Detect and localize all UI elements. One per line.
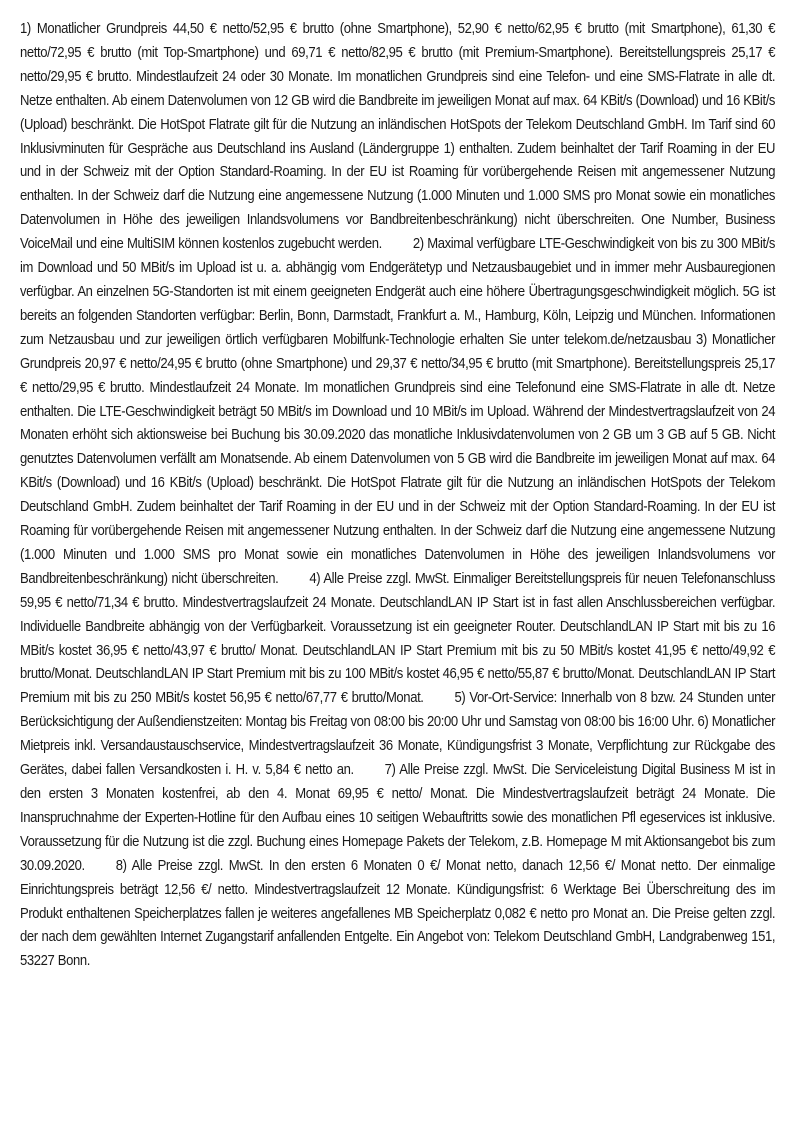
footnote-5: 5) Vor-Ort-Service: Innerhalb von 8 bzw. 24 Stunden unter Berücksichtigung der Außendienstzeiten: Montag bis Freitag von 08:00 bis 20:00 Uhr und Samstag von 08:00 bis 16:00 Uhr. xyxy=(20,689,776,731)
footnote-3: 3) Monatlicher Grundpreis 20,97 € netto/24,95 € brutto (ohne Smartphone) und 29,37 € netto/34,95 € brutto (mit Smartphone). Bereitstellungspreis 25,17 € netto/29,95 € brutto. Mindestlaufzeit 24 Monate. Im monatlichen Grundpreis sind eine Telefonund eine SMS-Flatrate in alle dt. Netze enthalten. Die LTE-Geschwindigkeit beträgt 50 MBit/s im Download und 10 MBit/s im Upload. Während der Mindestvertragslaufzeit von 24 Monaten erhöht sich aktionsweise bei Buchung bis 30.09.2020 das monatliche Inklusivdatenvolumen von 2 GB um 3 GB auf 5 GB. Nicht genutztes Datenvolumen verfällt am Monatsende. Ab einem Datenvolumen von 5 GB wird die Bandbreite im jeweiligen Monat auf max. 64 KBit/s (Download) und 16 KBit/s (Upload) beschränkt. Die HotSpot Flatrate gilt für die Nutzung an inländischen HotSpots der Telekom Deutschland GmbH. Zudem beinhaltet der Tarif Roaming in der EU und in der Schweiz mit der Option Standard-Roaming. In der EU ist Roaming für vorübergehende Reisen mit angemessener Nutzung enthalten. In der Schweiz darf die Nutzung eine angemessene Nutzung (1.000 Minuten und 1.000 SMS pro Monat sowie ein monatliches Datenvolumen in Höhe des jeweiligen Inlandsvolumens vor Bandbreitenbeschränkung) nicht überschreiten. xyxy=(20,330,776,587)
footnote-text-block xyxy=(20,17,775,973)
footnote-7: 7) Alle Preise zzgl. MwSt. Die Serviceleistung Digital Business M ist in den ersten 3 Monaten kostenfrei, ab den 4. Monat 69,95 € netto/ Monat. Die Mindestvertragslaufzeit beträgt 24 Monate. Die Inanspruchnahme der Experten-Hotline für den Aufbau eines 10 seitigen Webauftritts sowie des monatlichen Pfl egeservices ist inklusive. Voraussetzung für die Nutzung ist die zzgl. Buchung eines Homepage Pakets der Telekom, z.B. Homepage M mit Aktionsangebot bis zum 30.09.2020. xyxy=(20,761,776,874)
footnote-2: 2) Maximal verfügbare LTE-Geschwindigkeit von bis zu 300 MBit/s im Download und 50 MBit/s im Upload ist u. a. abhängig vom Endgerätetyp und Netzausbaugebiet und in immer mehr Ausbauregionen verfügbar. An einzelnen 5G-Standorten ist mit einem geeigneten Endgerät auch eine höhere Übertragungsgeschwindigkeit möglich. 5G ist bereits an folgenden Standorten verfügbar: Berlin, Bonn, Darmstadt, Frankfurt a. M., Hamburg, Köln, Leipzig und München. Informationen zum Netzausbau und zur jeweiligen örtlich verfügbaren Mobilfunk-Technologie erhalten Sie unter telekom.de/netzausbau xyxy=(20,235,776,348)
footnote-6: 6) Monatlicher Mietpreis inkl. Versandaustauschservice, Mindestvertragslaufzeit 36 Monate, Kündigungsfrist 3 Monate, Verpflichtung zur Rückgabe des Gerätes, dabei fallen Versandkosten i. H. v. 5,84 € netto an. xyxy=(20,713,776,779)
footnote-1: 1) Monatlicher Grundpreis 44,50 € netto/52,95 € brutto (ohne Smartphone), 52,90 € netto/62,95 € brutto (mit Smartphone), 61,30 € netto/72,95 € brutto (mit Top-Smartphone) und 69,71 € netto/82,95 € brutto (mit Premium-Smartphone). Bereitstellungspreis 25,17 € netto/29,95 € brutto. Mindestlaufzeit 24 oder 30 Monate. Im monatlichen Grundpreis sind eine Telefon- und eine SMS-Flatrate in alle dt. Netze enthalten. Ab einem Datenvolumen von 12 GB wird die Bandbreite im jeweiligen Monat auf max. 64 KBit/s (Download) und 16 KBit/s (Upload) beschränkt. Die HotSpot Flatrate gilt für die Nutzung an inländischen HotSpots der Telekom Deutschland GmbH. Im Tarif sind 60 Inklusivminuten für Gespräche aus Deutschland ins Ausland (Ländergruppe 1) enthalten. Zudem beinhaltet der Tarif Roaming in der EU und in der Schweiz mit der Option Standard-Roaming. In der EU ist Roaming für vorübergehende Reisen mit angemessener Nutzung enthalten. In der Schweiz darf die Nutzung eine angemessene Nutzung (1.000 Minuten und 1.000 SMS pro Monat sowie ein monatliches Datenvolumen in Höhe des jeweiligen Inlandsvolumens vor Bandbreitenbeschränkung) nicht überschreiten. One Number, Business VoiceMail und eine MultiSIM können kostenlos zugebucht werden. xyxy=(20,20,776,253)
footnote-8: 8) Alle Preise zzgl. MwSt. In den ersten 6 Monaten 0 €/ Monat netto, danach 12,56 €/ Monat netto. Der einmalige Einrichtungspreis beträgt 12,56 €/ netto. Mindestvertragslaufzeit 12 Monate. Kündigungsfrist: 6 Werktage Bei Überschreitung des im Produkt enthaltenen Speicherplatzes fallen je weiteres angefallenes MB Speicherplatz 0,082 € netto pro Monat an. Die Preise gelten zzgl. der nach dem gewählten Internet Zugangstarif anfallenden Entgelte. Ein Angebot von: Telekom Deutschland GmbH, Landgrabenweg 151, 53227 Bonn. xyxy=(20,856,776,970)
footnote-4: 4) Alle Preise zzgl. MwSt. Einmaliger Bereitstellungspreis für neuen Telefonanschluss 59,95 € netto/71,34 € brutto. Mindestvertragslaufzeit 24 Monate. DeutschlandLAN IP Start ist in fast allen Anschlussbereichen verfügbar. Individuelle Bandbreite abhängig von der Verfügbarkeit. Voraussetzung ist ein geeigneter Router. DeutschlandLAN IP Start mit bis zu 16 MBit/s kostet 36,95 € netto/43,97 € brutto/ Monat. DeutschlandLAN IP Start Premium mit bis zu 50 MBit/s kostet 41,95 € netto/49,92 € brutto/Monat. DeutschlandLAN IP Start Premium mit bis zu 100 MBit/s kostet 46,95 € netto/55,87 € brutto/Monat. DeutschlandLAN IP Start Premium mit bis zu 250 MBit/s kostet 56,95 € netto/67,77 € brutto/Monat. xyxy=(20,569,776,707)
